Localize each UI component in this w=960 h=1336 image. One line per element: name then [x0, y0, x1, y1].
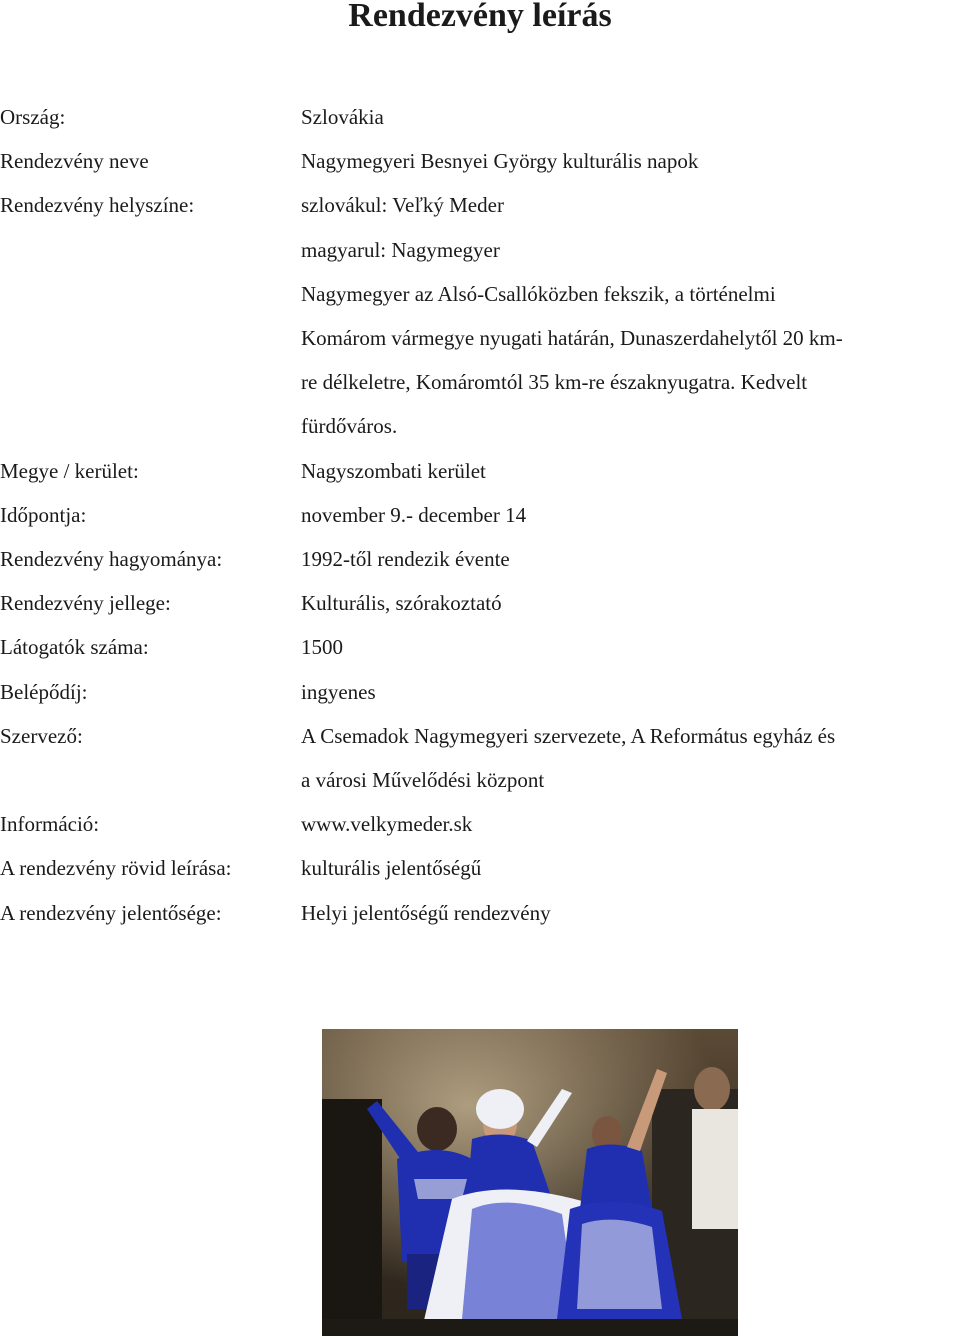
row-latogatok — [0, 625, 960, 669]
folk-dancers-photo — [322, 1029, 738, 1336]
field-value: november 9.- december 14 — [301, 502, 527, 527]
field-value: Nagymegyer az Alsó-Csallóközben fekszik, a történelmi — [301, 281, 776, 306]
field-value: Komárom vármegye nyugati határán, Dunaszerdahelytől 20 km- — [301, 326, 843, 350]
row-szervezo-cont — [0, 758, 960, 802]
field-value: A Csemadok Nagymegyeri szervezete, A Református egyház és — [301, 723, 836, 748]
row-rendezveny-neve — [0, 139, 960, 183]
field-label: A rendezvény rövid leírása: — [0, 856, 232, 881]
field-value: 1992-től rendezik évente — [301, 547, 510, 571]
row-szervezo — [0, 714, 960, 758]
row-informacio — [0, 802, 960, 846]
field-value: Nagymegyeri Besnyei György kulturális napok — [301, 149, 699, 174]
row-hagyomanya — [0, 537, 960, 581]
field-label: Időpontja: — [0, 502, 87, 527]
row-idopontja — [0, 493, 960, 537]
field-label: Belépődíj: — [0, 679, 88, 704]
row-helyszin-desc-2 — [0, 316, 960, 360]
field-value: kulturális jelentőségű — [301, 856, 482, 881]
field-label: Rendezvény hagyománya: — [0, 547, 223, 571]
field-label: Ország: — [0, 105, 66, 129]
field-label: A rendezvény jelentősége: — [0, 900, 222, 925]
row-helyszin-desc-1 — [0, 272, 960, 316]
field-value: re délkeletre, Komáromtól 35 km-re északnyugatra. Kedvelt — [301, 370, 808, 395]
field-label: Rendezvény neve — [0, 149, 149, 174]
row-rovid-leiras — [0, 846, 960, 890]
field-value: Kulturális, szórakoztató — [301, 591, 502, 616]
field-label: Szervező: — [0, 723, 83, 748]
row-helyszin-cont — [0, 228, 960, 272]
field-label: Rendezvény helyszíne: — [0, 193, 195, 218]
field-value: ingyenes — [301, 679, 376, 704]
field-value: 1500 — [301, 635, 343, 660]
row-jellege — [0, 581, 960, 625]
field-value: a városi Művelődési központ — [301, 768, 545, 792]
field-value: szlovákul: Veľký Meder — [301, 193, 504, 218]
field-label: Megye / kerület: — [0, 458, 139, 483]
field-value: fürdőváros. — [301, 414, 398, 439]
field-label: Információ: — [0, 812, 100, 837]
page-title: Rendezvény leírás — [348, 0, 612, 34]
field-label: Rendezvény jellege: — [0, 591, 171, 616]
field-value: magyarul: Nagymegyer — [301, 237, 500, 262]
row-orszag — [0, 95, 960, 139]
row-helyszin-desc-4 — [0, 404, 960, 448]
field-value: Helyi jelentőségű rendezvény — [301, 900, 551, 925]
field-value: Szlovákia — [301, 105, 384, 129]
row-helyszin — [0, 183, 960, 227]
row-megye — [0, 449, 960, 493]
field-value: Nagyszombati kerület — [301, 458, 486, 483]
row-helyszin-desc-3 — [0, 360, 960, 404]
row-belepodij — [0, 670, 960, 714]
field-label: Látogatók száma: — [0, 635, 149, 660]
field-value: www.velkymeder.sk — [301, 812, 473, 837]
row-jelentosege — [0, 891, 960, 935]
